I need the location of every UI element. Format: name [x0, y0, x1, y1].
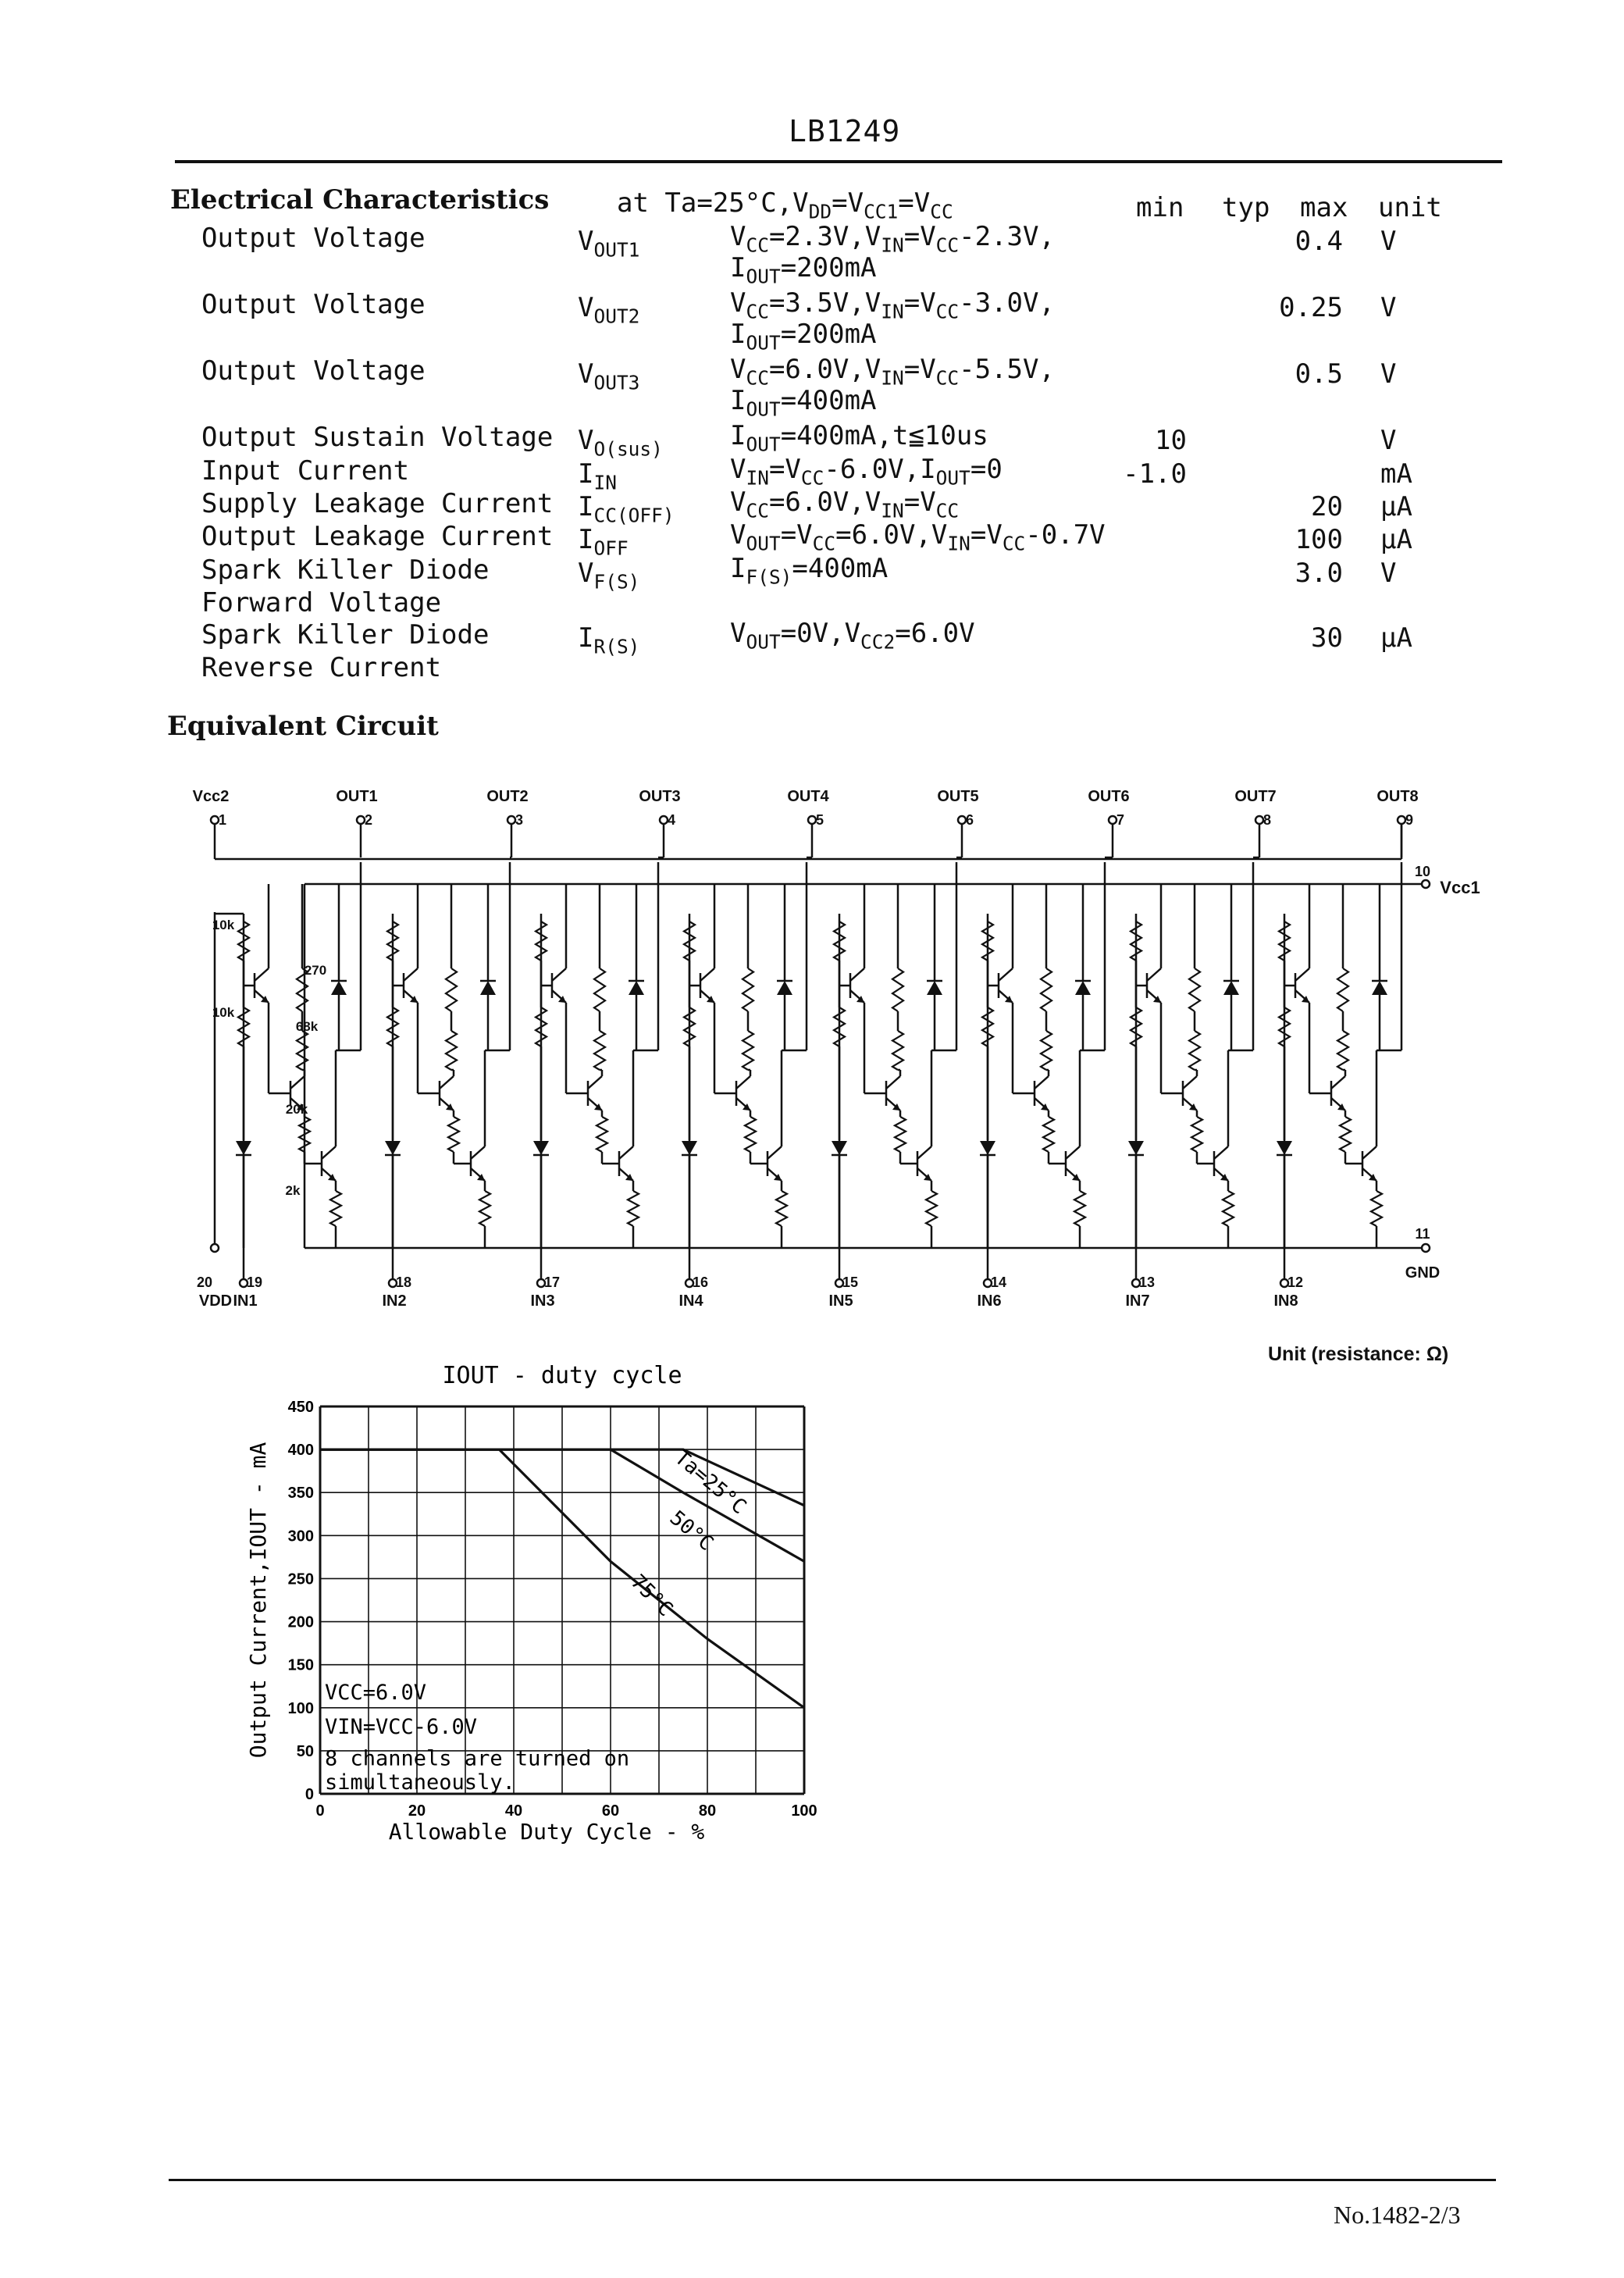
param-unit: V — [1380, 358, 1397, 390]
param-symbol: $V_{OUT1}$ — [578, 226, 640, 262]
transistor-collector — [1214, 1146, 1228, 1159]
vcc1-label: Vcc1 — [1440, 878, 1480, 897]
param-condition: $I_{OUT}=400mA,t≦10us$ — [730, 420, 988, 456]
resistor-68k — [297, 1031, 308, 1070]
cond-vdd: V — [792, 187, 809, 219]
input-pin-label: IN2 — [382, 1292, 407, 1310]
pin-label-top: OUT3 — [639, 788, 681, 805]
param-min: 10 — [1155, 425, 1187, 456]
gnd-label: GND — [1405, 1264, 1441, 1282]
y-tick-label: 150 — [287, 1656, 314, 1674]
top-pin — [1398, 816, 1405, 824]
footer-rule — [169, 2179, 1496, 2181]
input-pin-label: IN4 — [678, 1292, 703, 1310]
circuit-title: Equivalent Circuit — [167, 711, 439, 742]
input-pin-number: 18 — [395, 1274, 412, 1290]
pin-label-top: OUT6 — [1088, 788, 1130, 805]
transistor-collector — [1295, 968, 1309, 981]
input-pin-number: 17 — [543, 1274, 561, 1290]
param-max: 0.4 — [1295, 226, 1343, 257]
resistor-10k — [1131, 922, 1141, 961]
top-pin — [211, 816, 219, 824]
param-name-2: Forward Voltage — [201, 587, 442, 619]
top-pin — [808, 816, 816, 824]
y-tick-label: 200 — [287, 1613, 314, 1631]
resistor-10k-2 — [1279, 1007, 1290, 1046]
transistor-collector — [700, 968, 714, 981]
resistor-10k — [1279, 922, 1290, 961]
resistor-value-label: 20k — [285, 1102, 308, 1117]
chart-annotation: VCC=6.0V — [325, 1680, 427, 1705]
param-unit: V — [1380, 226, 1397, 257]
pin-number-top: 8 — [1263, 812, 1272, 828]
spark-killer-diode — [927, 981, 942, 995]
resistor-value-label: 10k — [212, 918, 235, 932]
resistor-270 — [446, 968, 457, 1011]
param-condition: $I_{F(S)}=400mA$ — [730, 553, 889, 589]
cond-cc-sub: CC — [930, 200, 953, 223]
input-diode — [1128, 1141, 1144, 1155]
resistor-10k — [536, 922, 547, 961]
transistor-collector — [1183, 1076, 1197, 1089]
param-min: -1.0 — [1123, 458, 1187, 490]
gnd-pin — [1422, 1244, 1430, 1252]
resistor-10k — [684, 922, 695, 961]
y-tick-label: 50 — [296, 1742, 314, 1760]
input-pin-label: IN6 — [977, 1292, 1002, 1310]
resistor-270 — [1041, 968, 1052, 1011]
resistor-2k — [330, 1191, 341, 1226]
vdd-label: VDD — [198, 1292, 233, 1310]
pin-number-top: 9 — [1405, 812, 1414, 828]
resistor-2k — [776, 1191, 787, 1226]
y-axis-label: Output Current,IOUT - mA — [245, 1442, 271, 1759]
vcc1-pin-number: 10 — [1414, 864, 1431, 879]
part-number: LB1249 — [789, 114, 901, 148]
col-unit: unit — [1378, 192, 1442, 223]
pin-label-top: OUT2 — [486, 788, 529, 805]
x-tick-label: 100 — [791, 1802, 817, 1820]
param-unit: V — [1380, 292, 1397, 323]
resistor-value-label: 68k — [295, 1019, 319, 1034]
spark-killer-diode — [629, 981, 644, 995]
chart-title: IOUT - duty cycle — [442, 1362, 682, 1389]
input-diode — [1277, 1141, 1292, 1155]
param-symbol: $V_{O(sus)}$ — [578, 425, 663, 461]
transistor-collector — [1066, 1146, 1080, 1159]
chart-annotation: VIN=VCC-6.0V — [325, 1714, 478, 1739]
resistor-270 — [1337, 968, 1348, 1011]
cond-vdd-sub: DD — [808, 200, 832, 223]
transistor-collector — [404, 968, 418, 981]
spark-killer-diode — [1075, 981, 1091, 995]
x-tick-label: 60 — [601, 1802, 620, 1820]
series-label: 75°C — [625, 1570, 678, 1622]
resistor-2k — [1223, 1191, 1234, 1226]
resistor-270 — [1189, 968, 1200, 1011]
param-symbol: $V_{OUT3}$ — [578, 358, 640, 394]
y-tick-label: 250 — [287, 1570, 314, 1588]
spark-killer-diode — [331, 981, 347, 995]
resistor-20k — [1043, 1117, 1054, 1152]
param-symbol: $V_{F(S)}$ — [578, 558, 640, 594]
input-diode — [682, 1141, 697, 1155]
spark-killer-diode — [1223, 981, 1239, 995]
input-diode — [236, 1141, 251, 1155]
param-condition-2: $I_{OUT}=200mA$ — [730, 319, 877, 355]
resistor-68k — [446, 1031, 457, 1070]
col-max: max — [1300, 192, 1348, 223]
resistor-20k — [745, 1117, 756, 1152]
vcc1-pin — [1422, 880, 1430, 888]
transistor-collector — [588, 1076, 602, 1089]
x-tick-label: 80 — [698, 1802, 717, 1820]
param-condition: $V_{OUT}=V_{CC}=6.0V,V_{IN}=V_{CC}-0.7V$ — [730, 519, 1106, 555]
transistor-collector — [440, 1076, 454, 1089]
top-pin — [1109, 816, 1116, 824]
resistor-20k — [895, 1117, 906, 1152]
gnd-pin-number: 11 — [1415, 1226, 1430, 1242]
top-pin — [958, 816, 966, 824]
y-tick-label: 300 — [287, 1528, 314, 1545]
param-condition: $V_{CC}=6.0V,V_{IN}=V_{CC}-5.5V$, — [730, 354, 1055, 390]
pin-number-top: 2 — [364, 812, 373, 828]
resistor-10k-2 — [982, 1007, 993, 1046]
param-symbol: $V_{OUT2}$ — [578, 292, 640, 328]
resistor-10k — [238, 922, 249, 961]
pin-number-top: 4 — [667, 812, 676, 828]
resistor-68k — [1041, 1031, 1052, 1070]
pin-label-top: OUT5 — [937, 788, 979, 805]
transistor-collector — [322, 1146, 336, 1159]
iout-duty-chart — [234, 1355, 828, 1847]
param-condition: $V_{CC}=3.5V,V_{IN}=V_{CC}-3.0V$, — [730, 287, 1055, 323]
unit-note: Unit (resistance: Ω) — [1268, 1343, 1449, 1365]
pin-label-top: OUT4 — [787, 788, 829, 805]
cond-cc1-sub: CC1 — [864, 200, 899, 223]
x-tick-label: 0 — [315, 1802, 325, 1820]
param-unit: V — [1380, 558, 1397, 589]
resistor-10k-2 — [387, 1007, 398, 1046]
resistor-2k — [479, 1191, 490, 1226]
transistor-collector — [736, 1076, 750, 1089]
resistor-270 — [892, 968, 903, 1011]
pin-number-top: 5 — [815, 812, 824, 828]
resistor-10k-2 — [1131, 1007, 1141, 1046]
resistor-value-label: 270 — [304, 963, 327, 978]
param-name: Spark Killer Diode — [201, 619, 490, 651]
param-unit: V — [1380, 425, 1397, 456]
param-max: 30 — [1311, 622, 1343, 654]
resistor-10k — [982, 922, 993, 961]
param-symbol: $I_{CC(OFF)}$ — [578, 491, 675, 527]
y-tick-label: 100 — [287, 1699, 314, 1717]
param-condition: $V_{CC}=6.0V,V_{IN}=V_{CC}$ — [730, 487, 960, 522]
transistor-collector — [255, 968, 269, 981]
resistor-20k — [299, 1117, 310, 1152]
input-pin-number: 19 — [246, 1274, 263, 1290]
top-pin — [1255, 816, 1263, 824]
transistor-collector — [850, 968, 864, 981]
param-name: Output Voltage — [201, 355, 426, 387]
param-name: Supply Leakage Current — [201, 488, 554, 519]
top-pin — [508, 816, 515, 824]
resistor-10k-2 — [684, 1007, 695, 1046]
param-unit: µA — [1380, 524, 1412, 555]
transistor-collector — [767, 1146, 782, 1159]
y-tick-label: 350 — [287, 1485, 314, 1503]
doc-number: No.1482-2/3 — [1334, 2201, 1461, 2229]
param-max: 20 — [1311, 491, 1343, 522]
vdd-pin-number: 20 — [196, 1274, 213, 1290]
y-tick-label: 0 — [304, 1786, 314, 1803]
transistor-collector — [1035, 1076, 1049, 1089]
series-label: Ta=25°C — [670, 1446, 751, 1520]
x-tick-label: 40 — [504, 1802, 523, 1820]
param-condition: $V_{CC}=2.3V,V_{IN}=V_{CC}-2.3V$, — [730, 221, 1055, 257]
param-condition-2: $I_{OUT}=200mA$ — [730, 252, 877, 288]
top-pin — [660, 816, 668, 824]
x-tick-label: 20 — [408, 1802, 426, 1820]
resistor-10k — [834, 922, 845, 961]
param-name: Output Sustain Voltage — [201, 422, 554, 453]
resistor-value-label: 10k — [212, 1005, 235, 1020]
resistor-2k — [1074, 1191, 1085, 1226]
pin-number-top: 6 — [965, 812, 974, 828]
transistor-collector — [619, 1146, 633, 1159]
series-label: 50°C — [664, 1506, 718, 1556]
y-tick-label: 400 — [287, 1442, 314, 1460]
transistor-collector — [1331, 1076, 1345, 1089]
input-diode — [832, 1141, 847, 1155]
param-name: Output Leakage Current — [201, 521, 554, 552]
param-name: Output Voltage — [201, 289, 426, 320]
param-max: 0.25 — [1279, 292, 1343, 323]
input-pin-number: 16 — [692, 1274, 709, 1290]
resistor-2k — [1371, 1191, 1382, 1226]
chart-annotation: 8 channels are turned on — [325, 1746, 630, 1771]
resistor-20k — [448, 1117, 459, 1152]
input-diode — [533, 1141, 549, 1155]
input-pin-number: 13 — [1138, 1274, 1156, 1290]
param-name: Output Voltage — [201, 223, 426, 254]
param-name-2: Reverse Current — [201, 652, 442, 683]
param-unit: µA — [1380, 622, 1412, 654]
param-max: 0.5 — [1295, 358, 1343, 390]
transistor-collector — [917, 1146, 931, 1159]
transistor-collector — [999, 968, 1013, 981]
resistor-value-label: 2k — [285, 1183, 301, 1198]
transistor-collector — [1147, 968, 1161, 981]
cond-end: =V — [898, 187, 931, 219]
resistor-68k — [743, 1031, 753, 1070]
resistor-20k — [1191, 1117, 1202, 1152]
input-diode — [385, 1141, 401, 1155]
param-symbol: $I_{OFF}$ — [578, 524, 629, 560]
input-pin-number: 15 — [842, 1274, 859, 1290]
resistor-68k — [892, 1031, 903, 1070]
transistor-collector — [290, 1076, 304, 1089]
y-tick-label: 450 — [287, 1399, 314, 1416]
input-diode — [980, 1141, 995, 1155]
param-condition-2: $I_{OUT}=400mA$ — [730, 385, 877, 421]
input-pin-label: IN5 — [828, 1292, 853, 1310]
resistor-270 — [594, 968, 605, 1011]
spark-killer-diode — [1372, 981, 1387, 995]
transistor-collector — [471, 1146, 485, 1159]
param-max: 100 — [1295, 524, 1343, 555]
param-unit: mA — [1380, 458, 1412, 490]
transistor-collector — [552, 968, 566, 981]
input-pin-number: 12 — [1287, 1274, 1304, 1290]
spark-killer-diode — [480, 981, 496, 995]
input-pin-label: IN7 — [1125, 1292, 1150, 1310]
resistor-10k-2 — [536, 1007, 547, 1046]
input-pin-label: IN8 — [1273, 1292, 1298, 1310]
chart-annotation: simultaneously. — [325, 1770, 515, 1795]
pin-label-top: OUT7 — [1234, 788, 1277, 805]
param-condition: $V_{OUT}=0V,V_{CC2}=6.0V$ — [730, 618, 975, 654]
pin-label-top: Vcc2 — [192, 788, 230, 805]
cond-mid: =V — [832, 187, 864, 219]
resistor-10k-2 — [834, 1007, 845, 1046]
col-min: min — [1136, 192, 1184, 223]
pin-number-top: 1 — [218, 812, 227, 828]
resistor-2k — [926, 1191, 937, 1226]
input-pin-number: 14 — [990, 1274, 1007, 1290]
pin-number-top: 7 — [1116, 812, 1125, 828]
pin-label-top: OUT8 — [1376, 788, 1419, 805]
param-name: Spark Killer Diode — [201, 554, 490, 586]
resistor-10k-2 — [238, 1007, 249, 1046]
param-symbol: $I_{R(S)}$ — [578, 622, 640, 658]
resistor-68k — [1189, 1031, 1200, 1070]
param-condition: $V_{IN}=V_{CC}-6.0V,I_{OUT}=0$ — [730, 454, 1003, 490]
pin-number-top: 3 — [515, 812, 524, 828]
resistor-270 — [743, 968, 753, 1011]
top-pin — [357, 816, 365, 824]
spark-killer-diode — [777, 981, 792, 995]
resistor-68k — [594, 1031, 605, 1070]
x-axis-label: Allowable Duty Cycle - % — [388, 1819, 705, 1845]
param-max: 3.0 — [1295, 558, 1343, 589]
transistor-collector — [886, 1076, 900, 1089]
resistor-20k — [1340, 1117, 1351, 1152]
electrical-title-text: Electrical Characteristics — [170, 184, 550, 216]
pin-label-top: OUT1 — [336, 788, 378, 805]
resistor-20k — [597, 1117, 607, 1152]
resistor-10k — [387, 922, 398, 961]
param-unit: µA — [1380, 491, 1412, 522]
input-pin-label: IN3 — [530, 1292, 555, 1310]
col-typ: typ — [1222, 192, 1270, 223]
resistor-2k — [628, 1191, 639, 1226]
param-symbol: $I_{IN}$ — [578, 458, 617, 494]
vdd-pin — [211, 1244, 219, 1252]
cond-prefix: at Ta=25°C, — [617, 187, 793, 219]
input-pin-label: IN1 — [233, 1292, 258, 1310]
param-name: Input Current — [201, 455, 410, 487]
transistor-collector — [1362, 1146, 1376, 1159]
resistor-68k — [1337, 1031, 1348, 1070]
